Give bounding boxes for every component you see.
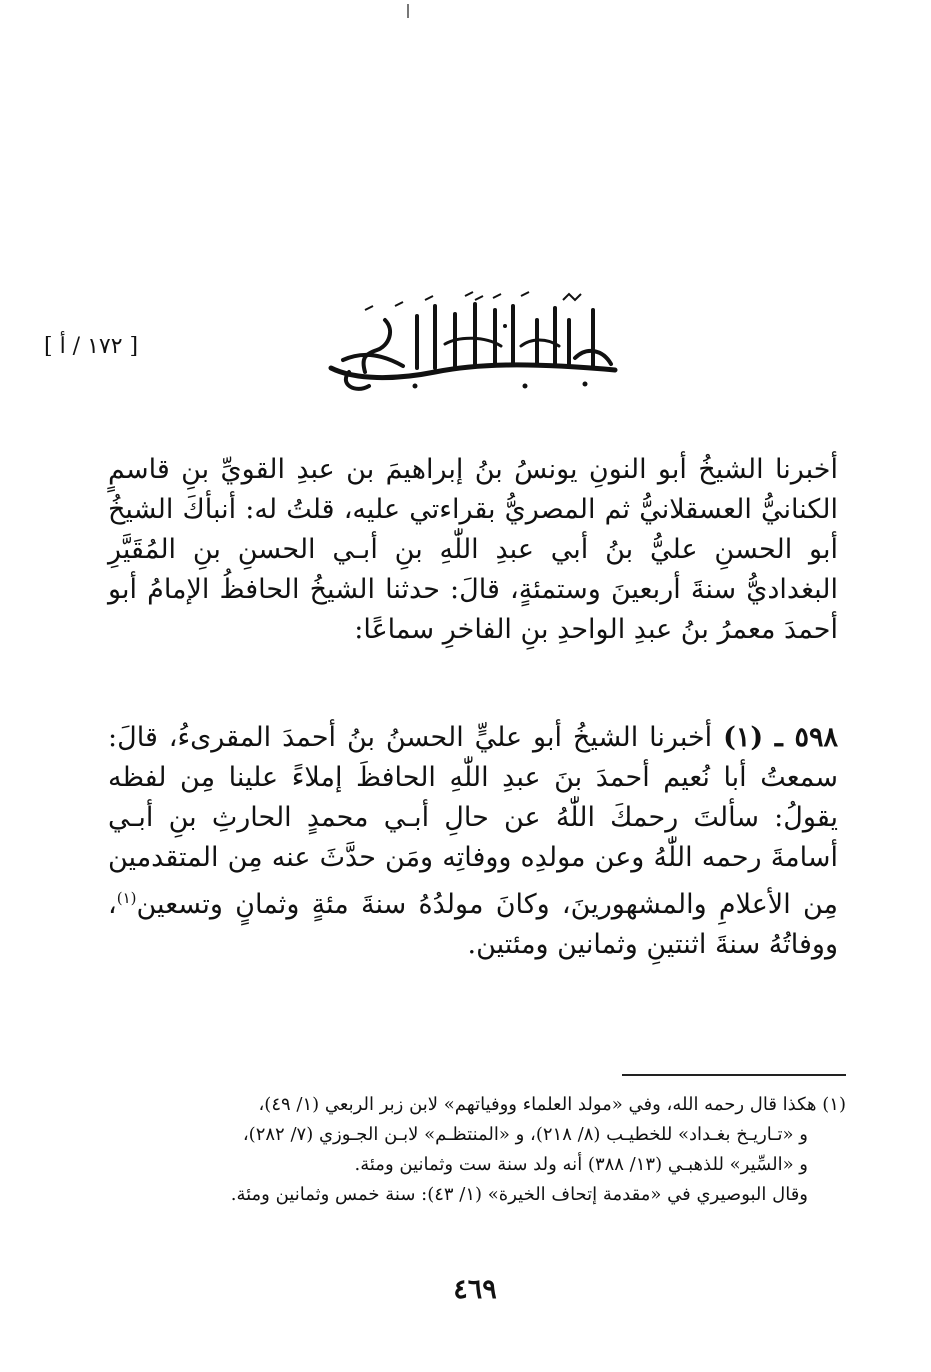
hadith-text: أخبرنا الشيخُ أبو عليٍّ الحسنُ بنُ أحمدَ المقرىءُ، قالَ: سمعتُ أبا نُعيم أحمدَ بنَ عبدِ اللّٰهِ الحافظَ إملاءً علينا مِن لفظه يقولُ: سألتَ رحمكَ اللّٰهُ عن حالِ أبـي محمدٍ الحارثِ بنِ أبـي أسامةَ رحمه اللّٰهُ وعن مولدِه ووفاتِه ومَن حدَّثَ عنه مِن المتقدمين مِن الأعلامِ والمشهورينَ، وكانَ مولدُهُ سنةَ مئةٍ وثمانٍ وتسعين — [108, 722, 838, 920]
footnote-line: و «السِّير» للذهبـي (١٣/ ٣٨٨) أنه ولد سنة ست وثمانين ومئة. — [354, 1154, 808, 1175]
footnote-line: وقال البوصيري في «مقدمة إتحاف الخيرة» (١/ ٤٣): سنة خمس وثمانين ومئة. — [230, 1184, 808, 1205]
hadith-number: ٥٩٨ ـ (١) — [723, 722, 838, 753]
hadith-paragraph — [108, 718, 838, 965]
footnote-reference[interactable]: (١) — [116, 889, 137, 907]
footnote-line: و «تـاريـخ بغـداد» للخطيـب (٨/ ٢١٨)، و «المنتظـم» لابـن الجـوزي (٧/ ٢٨٢)، — [242, 1124, 808, 1145]
basmala-calligraphy-svg — [325, 280, 625, 400]
intro-paragraph: أخبرنا الشيخُ أبو النونِ يونسُ بنُ إبراهيمَ بن عبدِ القويِّ بنِ قاسمٍ الكنانيُّ العسقلانيُّ ثم المصريُّ بقراءتي عليه، قلتُ له: أنبأكَ الشيخُ أبو الحسنِ عليُّ بنُ أبي عبدِ اللّٰهِ بنِ أبـي الحسنِ بنِ المُقَيَّرِ البغداديُّ سنةَ أربعينَ وستمئةٍ، قالَ: حدثنا الشيخُ الحافظُ الإمامُ أبو أحمدَ معمرُ بنُ عبدِ الواحدِ بنِ الفاخرِ سماعًا: — [108, 454, 838, 645]
page-number: ٤٦٩ — [453, 1274, 497, 1305]
hadith-text-end: ، ووفاتُهُ سنةَ اثنتينِ وثمانين ومئتين. — [108, 889, 838, 960]
basmala-calligraphy — [325, 280, 625, 400]
folio-marker: [ ١٧٢ / أ ] — [44, 334, 139, 359]
footnote-separator — [622, 1074, 846, 1076]
footnote-line: (١) هكذا قال رحمه الله، وفي «مولد العلماء ووفياتهم» لابن زبر الربعي (١/ ٤٩)، — [258, 1094, 846, 1115]
footnotes — [108, 1090, 846, 1210]
top-crop-mark — [407, 4, 409, 18]
